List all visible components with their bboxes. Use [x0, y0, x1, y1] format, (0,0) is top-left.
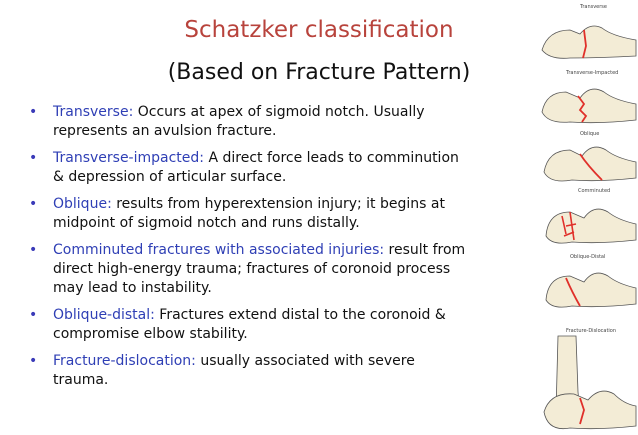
figure-label: Transverse: [580, 4, 607, 10]
slide-subtitle: (Based on Fracture Pattern): [167, 60, 471, 85]
bullet-text: A direct force leads to comminution: [204, 150, 459, 166]
bullet-text: usually associated with severe: [195, 353, 415, 369]
figure-comminuted: [546, 188, 636, 243]
bullet-dot: •: [29, 150, 38, 166]
figure-label: Transverse-Impacted: [566, 70, 619, 76]
slide-title: Schatzker classification: [184, 17, 454, 43]
bullet-term: Oblique-distal: [53, 307, 151, 323]
bullet-text: Occurs at apex of sigmoid notch. Usually: [133, 104, 425, 120]
bullet-term: Transverse-impacted: [53, 150, 200, 166]
bullet-text-cont: midpoint of sigmoid notch and runs distally.: [53, 215, 360, 231]
figure-fracture-dislocation: [544, 328, 636, 429]
bullet-text: result from: [384, 242, 466, 258]
bullet-text-cont: compromise elbow stability.: [53, 326, 248, 342]
bullet-text: Fractures extend distal to the coronoid &: [154, 307, 446, 323]
bullet-term-colon: :: [107, 196, 112, 212]
ulna-bone: [542, 89, 636, 123]
bullet-term-colon: :: [199, 150, 205, 166]
ulna-bone: [546, 273, 636, 307]
bullet-term-colon: :: [128, 104, 134, 120]
bullet-oblique-distal: [26, 306, 546, 344]
bullet-term: Fracture-dislocation: [53, 353, 192, 369]
bullet-term: Comminuted fractures with associated injuries: [53, 242, 380, 258]
fracture-illustrations: [540, 0, 638, 435]
bullet-fracture-dislocation: [26, 352, 546, 390]
bullet-dot: •: [29, 196, 38, 212]
bullet-term-colon: :: [191, 353, 196, 369]
bullet-text-cont: & depression of articular surface.: [53, 169, 287, 185]
figure-label: Oblique-Distal: [570, 254, 606, 260]
bullet-text: results from hyperextension injury; it begins at: [111, 196, 445, 212]
bullet-comminuted: [26, 241, 546, 298]
figure-oblique: [544, 131, 636, 181]
bullet-term: Oblique: [53, 196, 108, 212]
bullet-oblique: [26, 195, 546, 233]
bullet-text-cont: direct high-energy trauma; fractures of coronoid process: [53, 261, 451, 277]
ulna-bone: [544, 391, 636, 429]
bullet-term-colon: :: [379, 242, 385, 258]
bullet-text-cont: trauma.: [53, 372, 109, 388]
bullet-dot: •: [29, 307, 38, 323]
bullet-dot: •: [29, 353, 38, 369]
ulna-bone: [544, 147, 636, 181]
bullet-term: Transverse: [53, 104, 129, 120]
bullet-dot: •: [29, 104, 38, 120]
ulna-bone: [542, 26, 636, 58]
bullet-text-cont: represents an avulsion fracture.: [53, 123, 277, 139]
bullet-transverse-impacted: [26, 149, 546, 187]
bullet-text-cont: may lead to instability.: [53, 280, 212, 296]
figure-label: Oblique: [580, 131, 600, 137]
figure-transverse-impacted: [542, 70, 636, 123]
bullet-list: [26, 103, 546, 398]
figure-label: Fracture-Dislocation: [566, 328, 617, 334]
bullet-transverse: [26, 103, 546, 141]
ulna-bone: [546, 209, 636, 243]
bullet-term-colon: :: [150, 307, 155, 323]
bullet-dot: •: [29, 242, 38, 258]
figure-oblique-distal: [546, 254, 636, 307]
figure-transverse: [542, 4, 636, 58]
figure-label: Comminuted: [578, 188, 611, 194]
